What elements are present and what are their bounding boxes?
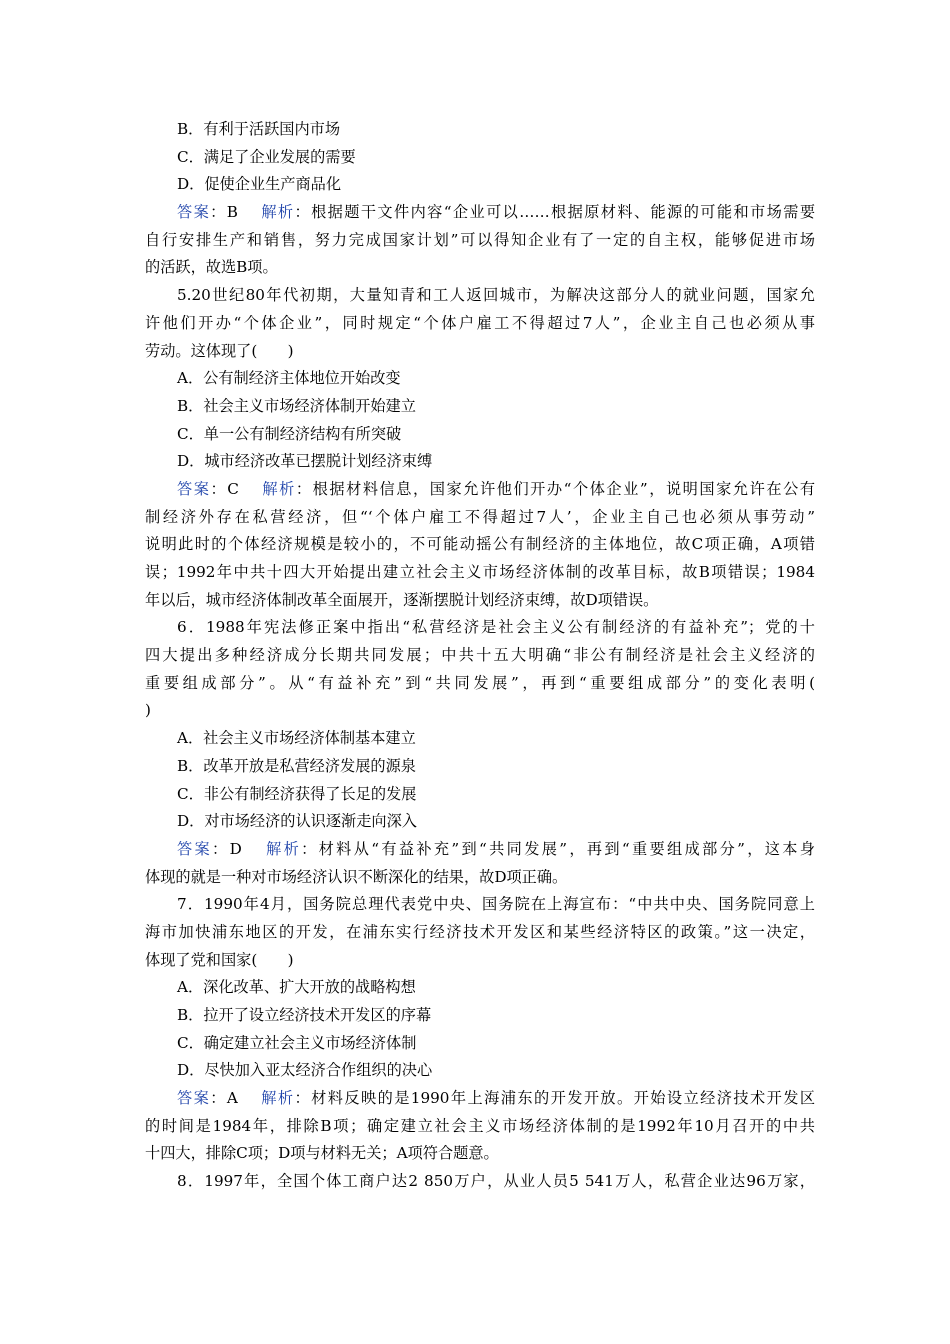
q5-analysis-line: 误；1992年中共十四大开始提出建立社会主义市场经济体制的改革目标，故B项错误；1984	[145, 563, 815, 581]
answer-value: ：B	[210, 203, 238, 222]
q6-option-d: D．对市场经济的认识逐渐走向深入	[177, 812, 417, 831]
q4-analysis-line: 自行安排生产和销售，努力完成国家计划”可以得知企业有了一定的自主权，能够促进市场	[145, 230, 815, 249]
q5-option-b: B．社会主义市场经济体制开始建立	[177, 396, 416, 415]
q6-option-c: C．非公有制经济获得了长足的发展	[177, 784, 417, 803]
answer-value: ：A	[210, 1089, 238, 1108]
answer-value: ：C	[210, 479, 239, 498]
answer-label: 答案	[177, 203, 211, 222]
q7-stem-line: 7．1990年4月，国务院总理代表党中央、国务院在上海宣布：“中共中央、国务院同意上	[177, 895, 815, 914]
q5-option-c: C．单一公有制经济结构有所突破	[177, 424, 402, 443]
q8-stem-line: 8．1997年，全国个体工商户达2 850万户，从业人员5 541万人，私营企业达96万家，	[177, 1172, 815, 1191]
analysis-text: ：根据材料信息，国家允许他们开办“个体企业”，说明国家允许在公有	[295, 479, 815, 498]
q5-stem-line: 许他们开办“个体企业”，同时规定“个体户雇工不得超过7人”，企业主自己也必须从事	[145, 313, 815, 332]
q4-option-b: B．有利于活跃国内市场	[177, 120, 341, 138]
analysis-label: 解析	[259, 1089, 295, 1108]
q7-option-b: B．拉开了设立经济技术开发区的序幕	[177, 1006, 432, 1024]
analysis-label: 解析	[259, 203, 295, 222]
q6-answer	[145, 836, 815, 864]
q6-analysis-line: 体现的就是一种对市场经济认识不断深化的结果，故D项正确。	[145, 867, 568, 886]
q5-option-d: D．城市经济改革已摆脱计划经济束缚	[177, 452, 433, 471]
q5-stem-line: 5.20世纪80年代初期，大量知青和工人返回城市，为解决这部分人的就业问题，国家允	[177, 286, 815, 305]
q7-analysis-line: 十四大，排除C项；D项与材料无关；A项符合题意。	[145, 1144, 499, 1163]
answer-value: ：D	[212, 839, 242, 858]
q6-stem-line: 四大提出多种经济成分长期共同发展；中共十五大明确“非公有制经济是社会主义经济的	[145, 646, 815, 665]
q7-stem-line: 海市加快浦东地区的开发，在浦东实行经济技术开发区和某些经济特区的政策。”这一决定，	[145, 922, 815, 941]
q7-analysis-line: 的时间是1984年，排除B项；确定建立社会主义市场经济体制的是1992年10月召开的中共	[145, 1116, 815, 1135]
analysis-text: ：材料反映的是1990年上海浦东的开发开放。开始设立经济技术开发区	[294, 1089, 815, 1108]
q6-stem-line: 重要组成部分”。从“有益补充”到“共同发展”，再到“重要组成部分”的变化表明(	[145, 673, 815, 692]
q4-option-d: D．促使企业生产商品化	[177, 175, 342, 194]
q5-analysis-line: 制经济外存在私营经济，但“‘个体户雇工不得超过7人’，企业主自己也必须从事劳动”	[145, 507, 815, 526]
q5-answer	[145, 476, 815, 504]
q4-option-c: C．满足了企业发展的需要	[177, 147, 356, 166]
analysis-text: ：材料从“有益补充”到“共同发展”，再到“重要组成部分”，这本身	[301, 839, 815, 858]
q5-stem-line: 劳动。这体现了( )	[145, 341, 294, 360]
answer-label: 答案	[177, 839, 213, 858]
q5-option-a: A．公有制经济主体地位开始改变	[177, 369, 401, 388]
q6-option-b: B．改革开放是私营经济发展的源泉	[177, 756, 416, 775]
q7-answer	[145, 1085, 815, 1113]
document-page	[145, 116, 815, 1196]
q5-analysis-line: 说明此时的个体经济规模是较小的，不可能动摇公有制经济的主体地位，故C项正确，A项错	[145, 535, 815, 554]
analysis-text: ：根据题干文件内容“企业可以……根据原材料、能源的可能和市场需要	[294, 203, 815, 222]
q7-stem-line: 体现了党和国家( )	[145, 950, 294, 969]
q4-analysis-line: 的活跃，故选B项。	[145, 258, 278, 277]
analysis-label: 解析	[263, 839, 302, 858]
q5-analysis-line: 年以后，城市经济体制改革全面展开，逐渐摆脱计划经济束缚，故D项错误。	[145, 590, 659, 609]
answer-label: 答案	[177, 1089, 211, 1108]
q6-stem-line: 6．1988年宪法修正案中指出“私营经济是社会主义公有制经济的有益补充”；党的十	[177, 618, 815, 637]
q7-option-a: A．深化改革、扩大开放的战略构想	[177, 978, 416, 997]
q7-option-d: D．尽快加入亚太经济合作组织的决心	[177, 1061, 433, 1080]
q4-answer	[145, 199, 815, 227]
q6-option-a: A．社会主义市场经济体制基本建立	[177, 729, 416, 748]
q6-stem-line: )	[145, 701, 151, 720]
answer-label: 答案	[177, 479, 211, 498]
q7-option-c: C．确定建立社会主义市场经济体制	[177, 1033, 417, 1052]
analysis-label: 解析	[260, 479, 296, 498]
